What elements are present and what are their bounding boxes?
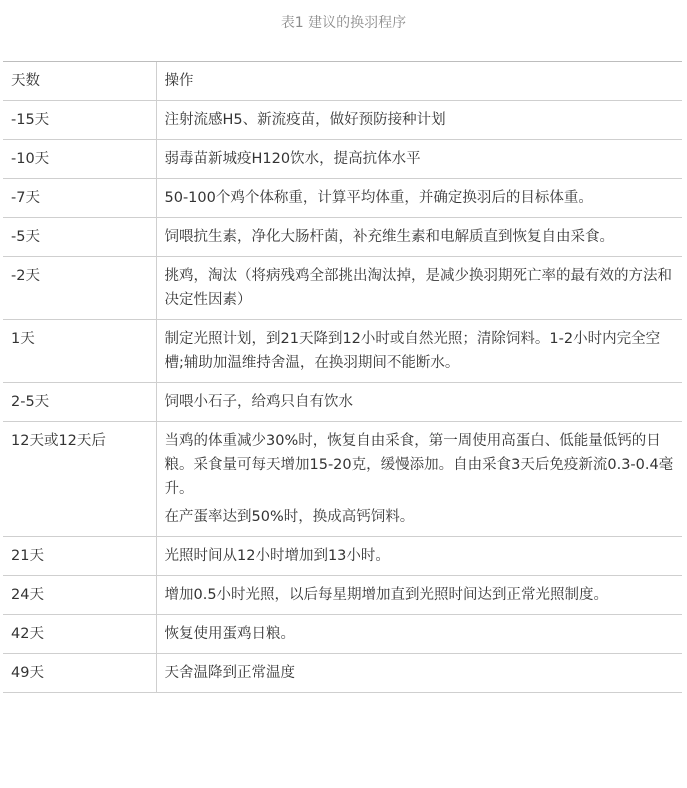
day-cell: -2天 bbox=[3, 257, 156, 320]
table-row bbox=[3, 101, 682, 140]
operation-text: 增加0.5小时光照，以后每星期增加直到光照时间达到正常光照制度。 bbox=[164, 587, 609, 603]
table-row bbox=[3, 383, 682, 422]
operation-cell bbox=[156, 615, 682, 654]
operation-text: 弱毒苗新城疫H120饮水，提高抗体水平 bbox=[164, 151, 421, 167]
day-cell: 12天或12天后 bbox=[3, 422, 156, 537]
operation-text: 制定光照计划，到21天降到12小时或自然光照；清除饲料。1-2小时内完全空槽;辅助加温维持舍温，在换羽期间不能断水。 bbox=[164, 331, 661, 371]
molting-program-table bbox=[3, 61, 682, 693]
table-row bbox=[3, 257, 682, 320]
operation-text: 饲喂抗生素，净化大肠杆菌，补充维生素和电解质直到恢复自由采食。 bbox=[164, 229, 614, 245]
operation-cell bbox=[156, 654, 682, 693]
table-body bbox=[3, 101, 682, 693]
operation-text: 天舍温降到正常温度 bbox=[164, 665, 295, 681]
table-row bbox=[3, 140, 682, 179]
table-row bbox=[3, 422, 682, 537]
table-row bbox=[3, 537, 682, 576]
table-row bbox=[3, 615, 682, 654]
day-cell: 21天 bbox=[3, 537, 156, 576]
day-cell: -15天 bbox=[3, 101, 156, 140]
table-row bbox=[3, 576, 682, 615]
operation-text: 光照时间从12小时增加到13小时。 bbox=[164, 548, 390, 564]
operation-text: 注射流感H5、新流疫苗，做好预防接种计划 bbox=[164, 112, 446, 128]
operation-cell bbox=[156, 383, 682, 422]
operation-cell bbox=[156, 257, 682, 320]
header-operation: 操作 bbox=[156, 62, 682, 101]
table-row bbox=[3, 179, 682, 218]
operation-cell bbox=[156, 140, 682, 179]
table-header-row bbox=[3, 62, 682, 101]
day-cell: 42天 bbox=[3, 615, 156, 654]
operation-cell bbox=[156, 422, 682, 537]
day-cell: -5天 bbox=[3, 218, 156, 257]
table-row bbox=[3, 654, 682, 693]
operation-text: 在产蛋率达到50%时，换成高钙饲料。 bbox=[164, 509, 415, 525]
operation-text: 当鸡的体重减少30%时，恢复自由采食，第一周使用高蛋白、低能量低钙的日粮。采食量可每天增加15-20克，缓慢添加。自由采食3天后免疫新流0.3-0.4毫升。 bbox=[164, 433, 674, 497]
day-cell: -7天 bbox=[3, 179, 156, 218]
operation-text: 饲喂小石子，给鸡只自有饮水 bbox=[164, 394, 353, 410]
operation-text: 恢复使用蛋鸡日粮。 bbox=[164, 626, 295, 642]
day-cell: 1天 bbox=[3, 320, 156, 383]
day-cell: 24天 bbox=[3, 576, 156, 615]
day-cell: 2-5天 bbox=[3, 383, 156, 422]
operation-cell bbox=[156, 218, 682, 257]
operation-cell bbox=[156, 537, 682, 576]
operation-text: 50-100个鸡个体称重，计算平均体重，并确定换羽后的目标体重。 bbox=[164, 190, 593, 206]
day-cell: 49天 bbox=[3, 654, 156, 693]
table-row bbox=[3, 320, 682, 383]
header-day: 天数 bbox=[3, 62, 156, 101]
table-row bbox=[3, 218, 682, 257]
operation-cell bbox=[156, 101, 682, 140]
operation-cell bbox=[156, 320, 682, 383]
table-caption: 表1 建议的换羽程序 bbox=[280, 15, 407, 31]
operation-text: 挑鸡，淘汰（将病残鸡全部挑出淘汰掉，是减少换羽期死亡率的最有效的方法和决定性因素） bbox=[164, 268, 672, 308]
operation-cell bbox=[156, 576, 682, 615]
day-cell: -10天 bbox=[3, 140, 156, 179]
operation-cell bbox=[156, 179, 682, 218]
